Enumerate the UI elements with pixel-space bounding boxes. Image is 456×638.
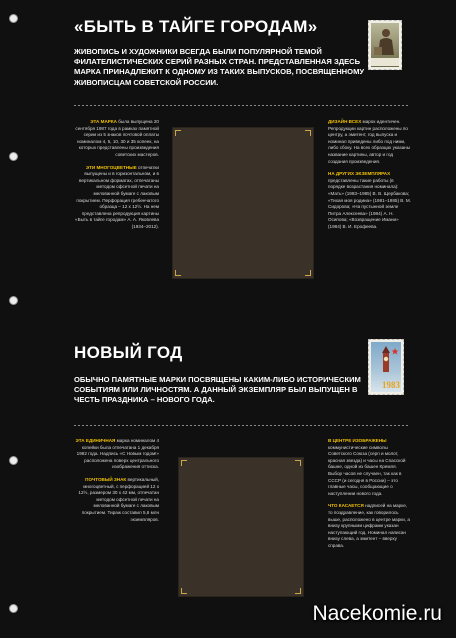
stamp-mount-pocket [178, 457, 304, 597]
mount-corner [295, 460, 301, 466]
mount-corner [181, 588, 187, 594]
mount-corner [295, 588, 301, 594]
mount-corner [181, 460, 187, 466]
stamp-thumbnail-new-year [368, 339, 404, 395]
kremlin-tower-icon [371, 346, 401, 376]
section1-right-paragraph: ДИЗАЙН ВСЕХ марок идентичен. Репродукции картин расположены по центру, а эмитент, год выпуска и номинал приведены либо под ними, либо сбоку. На всех образцах указаны название картины, автор и год создания произведения. [328, 119, 411, 164]
section1-lead: ЖИВОПИСЬ И ХУДОЖНИКИ ВСЕГДА БЫЛИ ПОПУЛЯРНОЙ ТЕМОЙ ФИЛАТЕЛИСТИЧЕСКИХ СЕРИЙ РАЗНЫХ СТРАН. ПРЕДСТАВЛЕННАЯ ЗДЕСЬ МАРКА ПРИНАДЛЕЖИТ К ОДНОМУ ИЗ ТАКИХ ВЫПУСКОВ, ПОСВЯЩЕННОМУ ЖИВОПИСЦАМ СОВЕТСКОЙ РОССИИ. [74, 47, 365, 87]
mount-corner [175, 270, 181, 276]
mount-corner [305, 130, 311, 136]
stamp-mount-pocket [172, 127, 314, 279]
section2-right-column [328, 438, 412, 556]
section2-lead: ОБЫЧНО ПАМЯТНЫЕ МАРКИ ПОСВЯЩЕНЫ КАКИМ-ЛИБО ИСТОРИЧЕСКИМ СОБЫТИЯМ ИЛИ ЛИЧНОСТЯМ. А ДАННЫЙ ЭКЗЕМПЛЯР БЫЛ ВЫПУЩЕН В ЧЕСТЬ ПРАЗДНИКА – НОВОГО ГОДА. [74, 375, 361, 405]
binder-hole [9, 296, 18, 305]
section1-right-column [328, 119, 412, 237]
section2-right-paragraph: В ЦЕНТРЕ ИЗОБРАЖЕНЫ коммунистические символы Советского Союза (серп и молот, красная звезда) и часы на Спасской башне, одной из башен Кремля. Выбор часов не случаен, так как в СССР (и сегодня в России) – это главные часы, сообщающие о наступлении нового года. [328, 438, 406, 496]
section1-left-paragraph: ЭТА МАРКА была выпущена 20 сентября 1987 года в рамках памятной серии из 5 знаков почтовой оплаты номиналом 4, 5, 10, 30 и 35 копеек, на которых представлены произведения советских мастеров. [75, 119, 159, 157]
section2-left-paragraph: ЭТА ЕДИНИЧНАЯ марка номиналом 4 копейки была отпечатана 1 декабря 1982 года. Надпись «С Новым годом!» расположена поверх центрального изображения оттиска. [75, 438, 159, 470]
stamp-thumbnail-painting [368, 20, 402, 70]
binder-hole [9, 152, 18, 161]
mount-corner [175, 130, 181, 136]
binder-hole [9, 14, 18, 23]
painting-figure-icon [371, 25, 399, 57]
section1-title: «БЫТЬ В ТАЙГЕ ГОРОДАМ» [74, 17, 318, 36]
site-watermark: Nacekomie.ru [312, 602, 442, 625]
binder-hole [9, 456, 18, 465]
section1-left-paragraph: ЭТИ МНОГОЦВЕТНЫЕ отпечатки выпущены и в горизонтальном, и в вертикальном форматах, отпечатаны методом офсетной печати на мелованной бумаге с лаковым покрытием. Перфорация гребенчатого образца – 12 х 12½. На нем представлена репродукция картины «Быть в тайге городам» А. А. Яковлева (1934–2012). [75, 164, 159, 229]
binder-hole [9, 604, 18, 613]
section2-left-column [75, 438, 159, 529]
section-divider [74, 425, 409, 426]
mount-corner [305, 270, 311, 276]
section1-left-column [75, 119, 159, 237]
section2-left-paragraph: ПОЧТОВЫЙ ЗНАК вертикальный, многоцветный, с перфорацией 12 х 12½, размером 30 х 42 мм, отпечатан методом офсетной печати на мелованной бумаге с лаковым покрытием. Тираж составил 5,6 млн экземпляров. [78, 476, 159, 522]
section2-right-paragraph: ЧТО КАСАЕТСЯ надписей на марке, то поздравление, как говорилось выше, расположено в центре марки, а внизу крупными цифрами указан наступающий год. Номинал написан внизу слева, а эмитент – вверху справа. [328, 503, 410, 548]
section-divider [74, 105, 409, 106]
stamp-year-label: 1983 [382, 380, 400, 390]
section2-title: НОВЫЙ ГОД [74, 343, 183, 362]
section1-right-paragraph: НА ДРУГИХ ЭКЗЕМПЛЯРАХ представлены такие работы (в порядке возрастания номинала): «Мать» (1983–1985) В. В. Щербакова; «Тихая моя родина» (1981–1985) В. М. Сидорова; «На пустынной земле Питра Алексеева» (1984) А. Н. Осипова; «Возвращение Имани» (1984) В. И. Ерофеева. [328, 171, 411, 229]
